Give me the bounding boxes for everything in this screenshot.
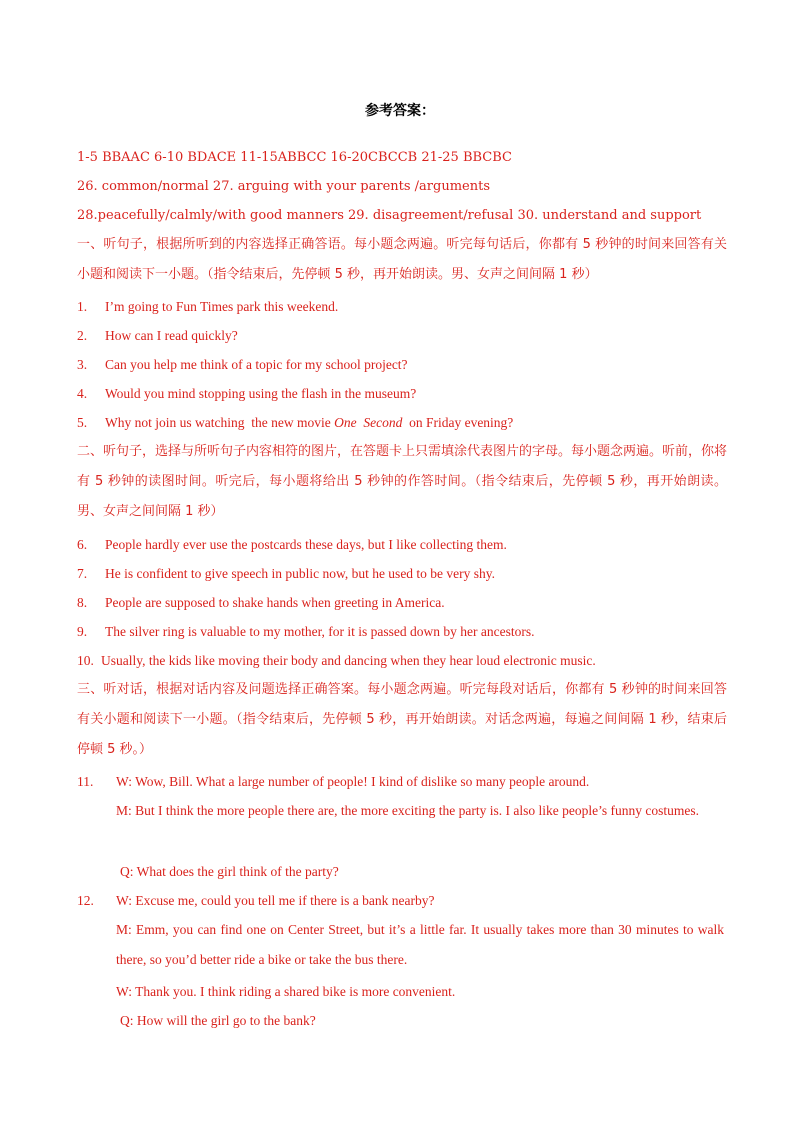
list-item	[77, 653, 596, 669]
dialogue-number: 11.	[77, 774, 94, 789]
item-text: He is confident to give speech in public now, but he used to be very shy.	[105, 566, 496, 581]
list-item	[77, 595, 445, 611]
list-item	[77, 386, 416, 402]
item-number: 10.	[77, 653, 94, 668]
item-number: 9.	[77, 624, 88, 639]
answer-line-2: 26. common/normal 27. arguing with your parents /arguments	[77, 179, 490, 194]
item-number: 5.	[77, 415, 88, 430]
dialogue-question: Q: How will the girl go to the bank?	[120, 1013, 316, 1028]
list-item	[77, 537, 507, 553]
list-item	[77, 328, 238, 344]
item-text: How can I read quickly?	[105, 328, 238, 343]
list-item	[77, 299, 338, 315]
dialogue-line-m: M: Emm, you can find one on Center Street, but it’s a little far. It usually takes more than 30 minutes to walk there, so you’d better ride a bike or take the bus there.	[116, 922, 724, 967]
section3-instruction: 三、听对话，根据对话内容及问题选择正确答案。每小题念两遍。听完每段对话后，你都有 5 秒钟的时间来回答有关小题和阅读下一小题。（指令结束后，先停顿 5 秒，再开始朗读。对话念两遍，每遍之间间隔 1 秒，结束后停顿 5 秒。）	[77, 682, 727, 757]
movie-title: One Second	[334, 415, 403, 430]
item-text: Why not join us watching the new movie	[105, 415, 335, 430]
item-text: I’m going to Fun Times park this weekend.	[105, 299, 339, 314]
dialogue-number: 12.	[77, 893, 94, 908]
item-number: 4.	[77, 386, 88, 401]
item-number: 2.	[77, 328, 88, 343]
item-number: 1.	[77, 299, 88, 314]
item-text: Usually, the kids like moving their body and dancing when they hear loud electronic music.	[101, 653, 596, 668]
list-item	[77, 415, 513, 431]
list-item	[77, 357, 408, 373]
item-text: People are supposed to shake hands when greeting in America.	[105, 595, 445, 610]
item-number: 6.	[77, 537, 88, 552]
item-text: People hardly ever use the postcards these days, but I like collecting them.	[105, 537, 507, 552]
item-text: Can you help me think of a topic for my school project?	[105, 357, 408, 372]
list-item	[77, 566, 495, 582]
dialogue-line-w2: W: Thank you. I think riding a shared bike is more convenient.	[116, 984, 456, 999]
item-text: Would you mind stopping using the flash in the museum?	[105, 386, 417, 401]
dialogue-question: Q: What does the girl think of the party?	[120, 864, 339, 879]
item-number: 8.	[77, 595, 88, 610]
item-number: 3.	[77, 357, 88, 372]
answer-line-1: 1-5 BBAAC 6-10 BDACE 11-15ABBCC 16-20CBCCB 21-25 BBCBC	[77, 150, 512, 165]
answer-line-3: 28.peacefully/calmly/with good manners 29. disagreement/refusal 30. understand and support	[77, 208, 702, 223]
item-number: 7.	[77, 566, 88, 581]
item-text-end: on Friday evening?	[402, 415, 514, 430]
section1-instruction: 一、听句子，根据所听到的内容选择正确答语。每小题念两遍。听完每句话后，你都有 5 秒钟的时间来回答有关小题和阅读下一小题。（指令结束后，先停顿 5 秒，再开始朗读。男、女声之间间隔 1 秒）	[77, 237, 727, 282]
dialogue-line-w: W: Wow, Bill. What a large number of people! I kind of dislike so many people around.	[116, 774, 590, 789]
page-title: 参考答案：	[365, 104, 435, 119]
item-text: The silver ring is valuable to my mother, for it is passed down by her ancestors.	[105, 624, 535, 639]
dialogue-line-m: M: But I think the more people there are, the more exciting the party is. I also like people’s funny costumes.	[116, 803, 699, 818]
section2-instruction: 二、听句子，选择与所听句子内容相符的图片，在答题卡上只需填涂代表图片的字母。每小题念两遍。听前，你将有 5 秒钟的读图时间。听完后，每小题将给出 5 秒钟的作答时间。（指令结束后，先停顿 5 秒，再开始朗读。男、女声之间间隔 1 秒）	[77, 444, 728, 519]
dialogue-line-w: W: Excuse me, could you tell me if there is a bank nearby?	[116, 893, 435, 908]
list-item	[77, 624, 535, 640]
